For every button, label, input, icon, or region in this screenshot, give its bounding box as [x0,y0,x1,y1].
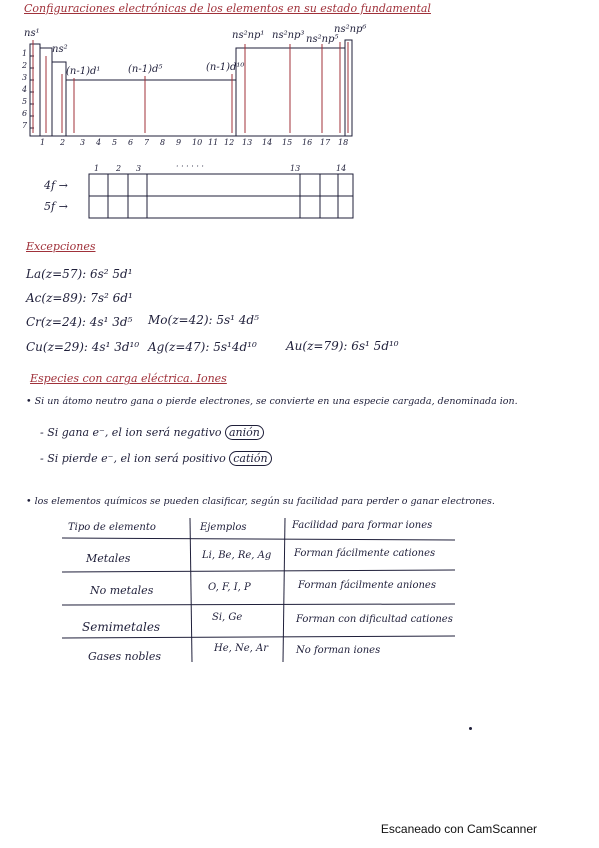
group-number: 14 [262,138,273,147]
group-number: 11 [208,138,219,147]
table-cell: Li, Be, Re, Ag [202,550,272,561]
page-title: Configuraciones electrónicas de los elementos en su estado fundamental [24,2,431,15]
group-number: 4 [96,138,102,147]
ink-dot [469,727,472,730]
table-cell: Semimetales [82,620,161,634]
anion-word: anión [225,425,264,440]
f-column-number: 3 [136,164,142,173]
exception-line: Ac(z=89): 7s² 6d¹ [26,291,133,305]
label-ns2: ns² [52,44,68,55]
group-number: 15 [282,138,293,147]
label-p5: ns²np⁵ [306,34,339,45]
exception-line: La(z=57): 6s² 5d¹ [26,267,133,281]
ions-heading: Especies con carga eléctrica. Iones [30,372,227,385]
group-number: 9 [176,138,182,147]
f-row-label-5f: 5f → [44,200,68,213]
group-number: 18 [338,138,349,147]
group-number: 2 [60,138,66,147]
period-number: 1 [22,49,28,58]
exception-line: Cr(z=24): 4s¹ 3d⁵ [26,315,133,329]
f-column-dots: · · · · · · [176,162,204,171]
period-number: 6 [22,109,28,118]
table-cell: Si, Ge [212,612,243,623]
f-column-number: 1 [94,164,100,173]
table-cell: Forman fácilmente cationes [294,548,436,559]
table-header: Facilidad para formar iones [292,520,433,531]
label-ns1: ns¹ [24,28,40,39]
group-number: 3 [80,138,86,147]
cation-word: catión [229,451,271,466]
group-number: 8 [160,138,166,147]
table-cell: No forman iones [296,645,381,656]
ions-sub-2 [40,452,272,465]
label-p6: ns²np⁶ [334,24,367,35]
group-number: 5 [112,138,118,147]
exceptions-heading: Excepciones [26,240,96,253]
period-number: 3 [22,73,28,82]
ions-sub-1 [40,426,264,439]
table-cell: Forman con dificultad cationes [296,614,453,625]
group-number: 17 [320,138,331,147]
table-header: Ejemplos [200,522,247,533]
group-number: 7 [144,138,150,147]
label-p1: ns²np¹ [232,30,265,41]
period-number: 2 [22,61,28,70]
exception-line: Mo(z=42): 5s¹ 4d⁵ [148,313,259,327]
ions-sub-2-text: - Si pierde e⁻, el ion será positivo [40,452,226,465]
period-number: 5 [22,97,28,106]
f-column-number: 13 [290,164,301,173]
f-column-number: 14 [336,164,347,173]
table-cell: He, Ne, Ar [214,643,269,654]
f-row-label-4f: 4f → [44,179,68,192]
table-cell: Forman fácilmente aniones [298,580,436,591]
ions-bullet-2: • los elementos químicos se pueden clasificar, según su facilidad para perder o ganar electrones. [26,496,495,507]
f-column-number: 2 [116,164,122,173]
ions-bullet-1: • Si un átomo neutro gana o pierde electrones, se convierte en una especie cargada, denominada ion. [26,396,518,407]
ions-sub-1-text: - Si gana e⁻, el ion será negativo [40,426,222,439]
group-number: 6 [128,138,134,147]
table-cell: No metales [90,584,154,597]
table-header: Tipo de elemento [68,522,156,533]
group-number: 16 [302,138,313,147]
label-d5: (n-1)d⁵ [128,64,163,75]
table-cell: O, F, I, P [208,582,251,593]
label-d1: (n-1)d¹ [66,66,101,77]
group-number: 12 [224,138,235,147]
group-number: 13 [242,138,253,147]
exception-line: Ag(z=47): 5s¹4d¹⁰ [148,340,257,354]
exception-line: Cu(z=29): 4s¹ 3d¹⁰ [26,340,140,354]
group-number: 1 [40,138,46,147]
period-number: 7 [22,121,28,130]
table-cell: Metales [86,552,131,565]
group-number: 10 [192,138,203,147]
table-cell: Gases nobles [88,650,162,663]
label-d10: (n-1)d¹⁰ [206,62,245,73]
scanner-footer: Escaneado con CamScanner [380,822,537,836]
label-p3: ns²np³ [272,30,305,41]
exception-line: Au(z=79): 6s¹ 5d¹⁰ [286,339,399,353]
period-number: 4 [22,85,28,94]
